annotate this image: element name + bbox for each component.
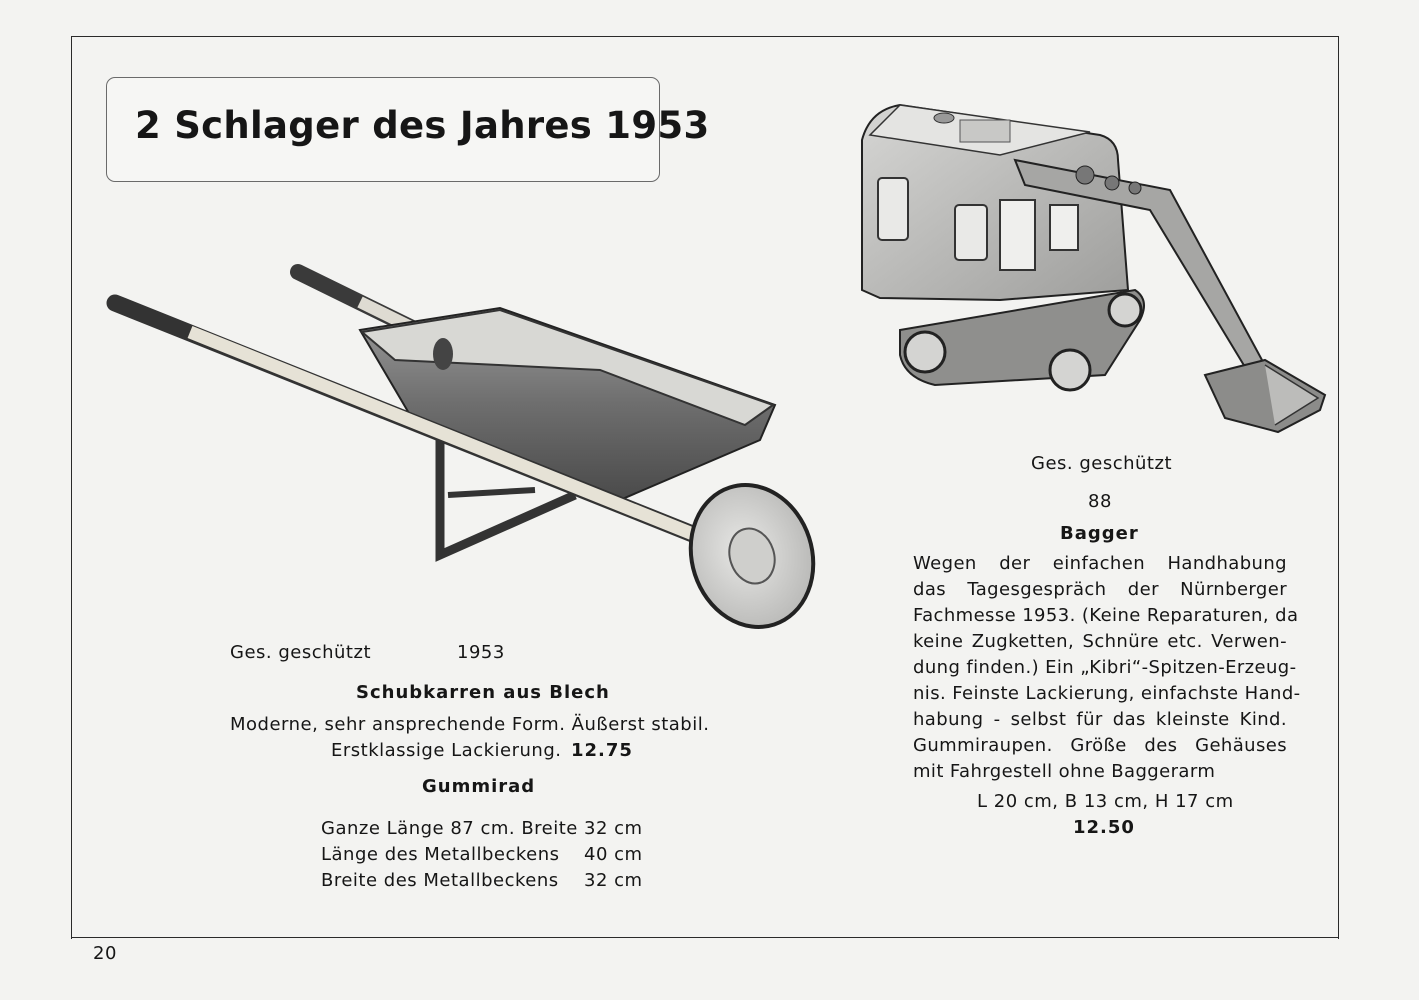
left-subheading: Gummirad: [422, 776, 536, 797]
right-size: L 20 cm, B 13 cm, H 17 cm: [977, 791, 1234, 812]
right-protected-label: Ges. geschützt: [1031, 453, 1172, 474]
page-number: 20: [93, 943, 117, 964]
dimension-label: Länge des Metallbeckens: [321, 844, 560, 865]
right-article-number: 88: [1088, 491, 1112, 512]
right-description-line: das Tagesgespräch der Nürnberger: [913, 579, 1287, 600]
left-product-name: Schubkarren aus Blech: [356, 682, 610, 703]
right-description-line: Wegen der einfachen Handhabung: [913, 553, 1287, 574]
left-protected-label: Ges. geschützt: [230, 642, 371, 663]
right-product-name: Bagger: [1060, 523, 1139, 544]
right-description-line: keine Zugketten, Schnüre etc. Verwen-: [913, 631, 1287, 652]
left-description-line-2: Erstklassige Lackierung.: [331, 740, 562, 761]
dimension-value: 32 cm: [584, 818, 643, 839]
left-price: 12.75: [571, 740, 633, 761]
right-description-line: dung finden.) Ein „Kibri“-Spitzen-Erzeug-: [913, 657, 1297, 678]
right-description-line: Gummiraupen. Größe des Gehäuses: [913, 735, 1287, 756]
left-article-number: 1953: [457, 642, 505, 663]
right-description-line: mit Fahrgestell ohne Baggerarm: [913, 761, 1216, 782]
right-price: 12.50: [1073, 817, 1135, 838]
dimension-label: Breite des Metallbeckens: [321, 870, 559, 891]
right-description-line: habung - selbst für das kleinste Kind.: [913, 709, 1287, 730]
right-description: [913, 553, 1301, 787]
right-description-line: nis. Feinste Lackierung, einfachste Hand-: [913, 683, 1301, 704]
left-description-line-1: Moderne, sehr ansprechende Form. Äußerst stabil.: [230, 714, 710, 735]
dimension-value: 32 cm: [584, 870, 643, 891]
page-heading: 2 Schlager des Jahres 1953: [135, 104, 710, 147]
dimension-label: Ganze Länge 87 cm. Breite: [321, 818, 578, 839]
dimension-value: 40 cm: [584, 844, 643, 865]
right-description-line: Fachmesse 1953. (Keine Reparaturen, da: [913, 605, 1299, 626]
